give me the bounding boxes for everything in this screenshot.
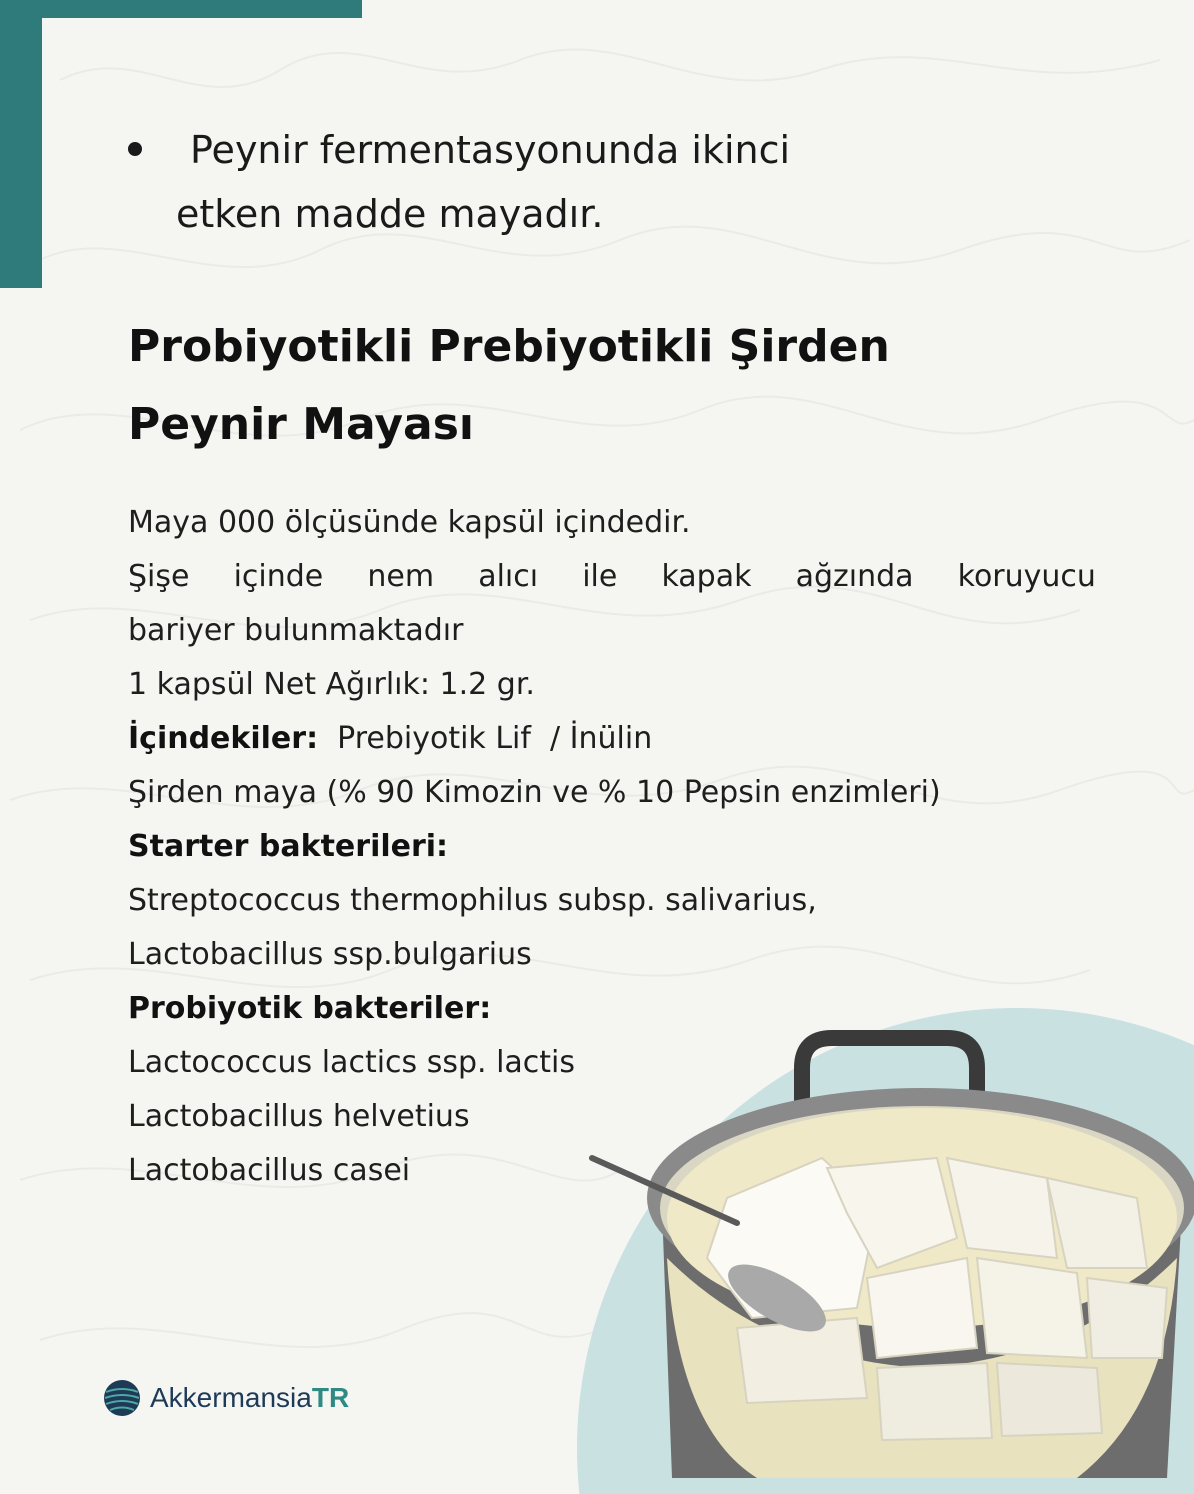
bottle-word: koruyucu: [957, 559, 1096, 594]
starter-item: Streptococcus thermophilus subsp. salivarius,: [128, 883, 817, 918]
starter-heading: Starter bakterileri:: [128, 829, 449, 864]
product-title-line-2: Peynir Mayası: [128, 399, 474, 450]
starter-item: Lactobacillus ssp.bulgarius: [128, 937, 532, 972]
intro-bullet-line-2: etken madde mayadır.: [176, 192, 604, 236]
brand-logo: [102, 1376, 349, 1420]
probiotic-item: Lactococcus lactics ssp. lactis: [128, 1045, 576, 1080]
ingredients-line: [128, 712, 1096, 766]
bottle-word: Şişe: [128, 559, 190, 594]
bottle-info-text: [128, 550, 1096, 604]
akkermansia-sphere-icon: [102, 1378, 142, 1418]
brand-name-main: Akkermansia: [150, 1382, 312, 1413]
bottle-info-continuation: bariyer bulunmaktadır: [128, 613, 464, 648]
net-weight-text: 1 kapsül Net Ağırlık: 1.2 gr.: [128, 667, 535, 702]
bottle-word: ile: [582, 559, 618, 594]
probiotic-heading: Probiyotik bakteriler:: [128, 991, 492, 1026]
probiotic-item: Lactobacillus helvetius: [128, 1099, 470, 1134]
rennet-text: Şirden maya (% 90 Kimozin ve % 10 Pepsin enzimleri): [128, 775, 941, 810]
corner-frame-top: [0, 0, 362, 18]
bottle-word: içinde: [233, 559, 324, 594]
bottle-word: ağzında: [795, 559, 914, 594]
probiotic-item: Lactobacillus casei: [128, 1153, 411, 1188]
bottle-word: alıcı: [478, 559, 539, 594]
product-title: [128, 308, 1108, 464]
intro-bullet-line-1: Peynir fermentasyonunda ikinci: [190, 128, 791, 172]
brand-name-suffix: TR: [311, 1382, 350, 1413]
cheese-pot-image: [577, 1008, 1194, 1494]
bottle-word: nem: [367, 559, 435, 594]
bottle-word: kapak: [661, 559, 752, 594]
product-title-line-1: Probiyotikli Prebiyotikli Şirden: [128, 321, 890, 372]
bullet-dot-icon: [128, 142, 142, 156]
cheese-pot-photo: [577, 1008, 1194, 1494]
ingredients-label: İçindekiler:: [128, 721, 319, 756]
capsule-size-text: Maya 000 ölçüsünde kapsül içindedir.: [128, 505, 691, 540]
corner-frame-left: [0, 0, 42, 288]
ingredients-value: Prebiyotik Lif / İnülin: [337, 721, 653, 756]
brand-name: [150, 1382, 349, 1414]
starter-heading-row: [128, 820, 1096, 874]
